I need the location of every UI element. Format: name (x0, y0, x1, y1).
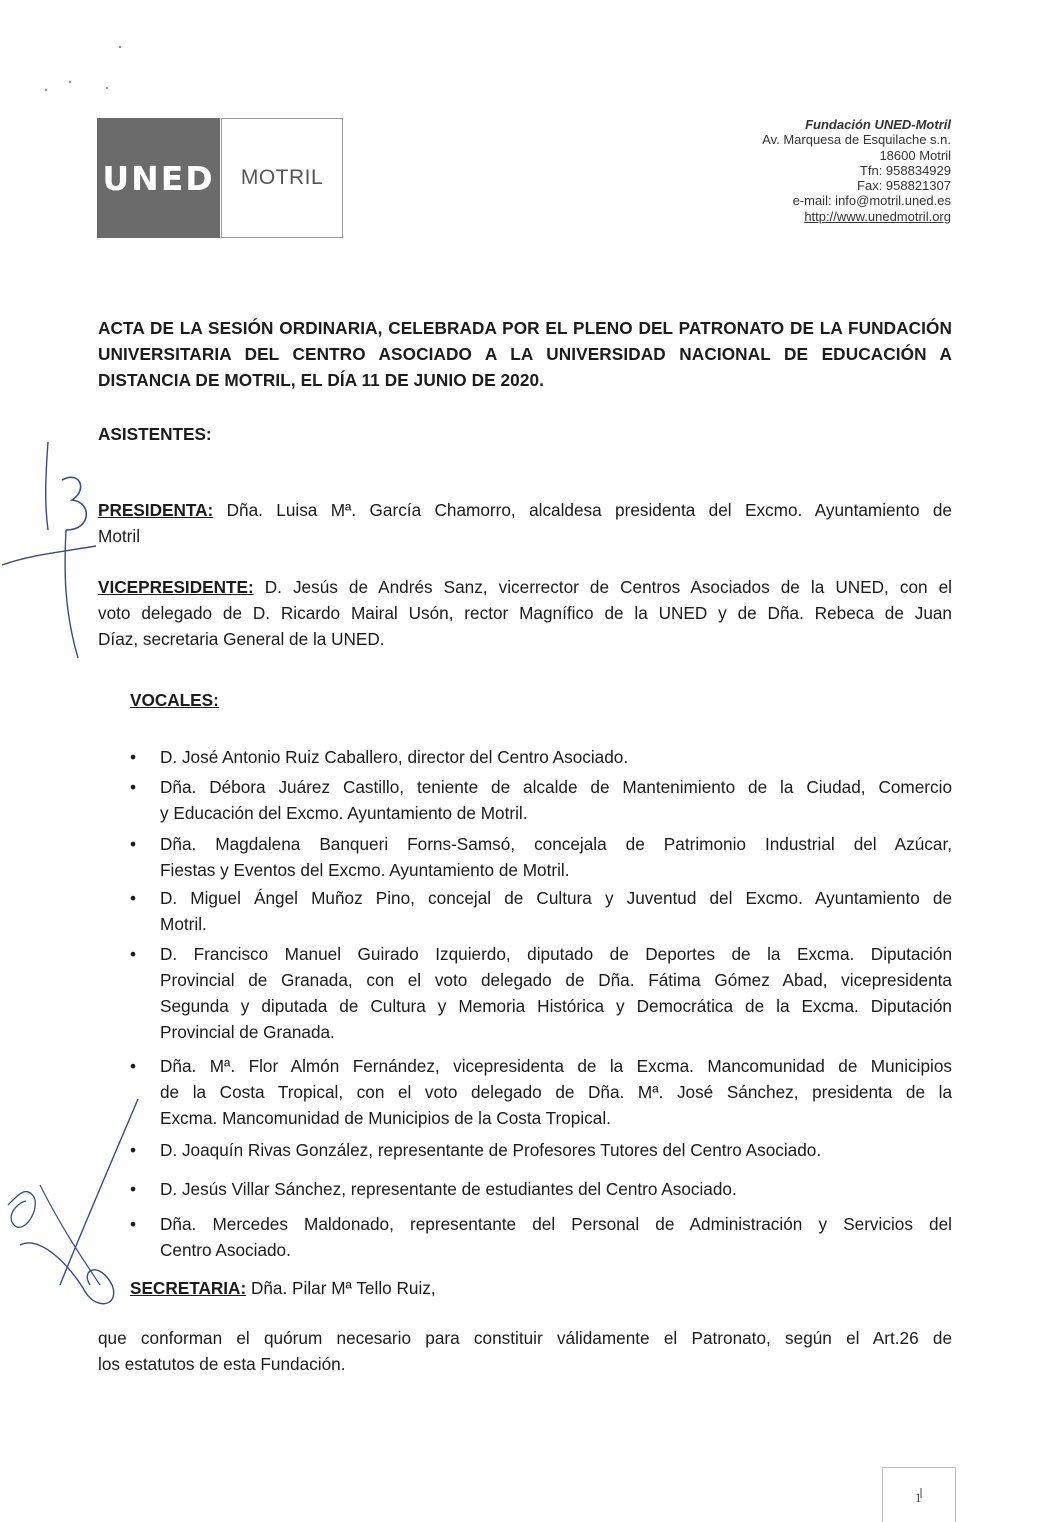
presidenta-text-cont: Motril (98, 526, 141, 546)
vocales-heading: VOCALES: (130, 690, 219, 710)
closing-line: los estatutos de esta Fundación. (98, 1354, 346, 1374)
address-block (762, 117, 951, 224)
bullet-icon: • (130, 777, 137, 797)
list-item: • Dña. Mª. Flor Almón Fernández, vicepresidenta de la Excma. Mancomunidad de Municipios de la Costa Tropical, con el voto delegado de Dña. Mª. José Sánchez, presidenta de la Excma. Mancomunidad de Municipios de la Costa Tropical. (160, 1053, 952, 1131)
vicepresidente-label: VICEPRESIDENTE: (98, 577, 254, 597)
uned-logo (97, 118, 220, 238)
title-line: UNIVERSITARIA DEL CENTRO ASOCIADO A LA UNIVERSIDAD NACIONAL DE EDUCACIÓN A (98, 344, 952, 364)
bullet-icon: • (130, 1140, 137, 1160)
asistentes-heading: ASISTENTES: (98, 424, 212, 444)
closing-line: que conforman el quórum necesario para constituir válidamente el Patronato, según el Art.26 de (98, 1328, 952, 1348)
address-phone: Tfn: 958834929 (859, 162, 951, 178)
closing-paragraph (98, 1325, 952, 1377)
vicepresidente-paragraph (98, 574, 952, 652)
motril-logo-text: MOTRIL (240, 166, 324, 189)
motril-logo-panel (221, 118, 343, 238)
title-line: DISTANCIA DE MOTRIL, EL DÍA 11 DE JUNIO DE 2020. (98, 370, 545, 390)
list-item: • Dña. Débora Juárez Castillo, teniente de alcalde de Mantenimiento de la Ciudad, Comercio y Educación del Excmo. Ayuntamiento de Motril. (160, 774, 952, 826)
presidenta-paragraph (98, 497, 952, 549)
list-item: • D. Joaquín Rivas González, representante de Profesores Tutores del Centro Asociado. (160, 1137, 952, 1163)
presidenta-text: Dña. Luisa Mª. García Chamorro, alcaldesa presidenta del Excmo. Ayuntamiento de (213, 500, 952, 520)
secretaria-text: Dña. Pilar Mª Tello Ruiz, (246, 1278, 436, 1298)
bullet-icon: • (130, 747, 137, 767)
presidenta-label: PRESIDENTA: (98, 500, 214, 520)
list-item: • D. José Antonio Ruiz Caballero, director del Centro Asociado. (160, 744, 952, 770)
bullet-icon: • (130, 1056, 137, 1076)
title-line: ACTA DE LA SESIÓN ORDINARIA, CELEBRADA POR EL PLENO DEL PATRONATO DE LA FUNDACIÓN (98, 318, 952, 338)
list-item: • Dña. Mercedes Maldonado, representante del Personal de Administración y Servicios del Centro Asociado. (160, 1211, 952, 1263)
list-item: • D. Miguel Ángel Muñoz Pino, concejal de Cultura y Juventud del Excmo. Ayuntamiento de Motril. (160, 885, 952, 937)
scan-specks (30, 35, 140, 95)
org-name: Fundación UNED-Motril (805, 117, 951, 132)
bullet-icon: • (130, 944, 137, 964)
list-item: • Dña. Magdalena Banqueri Forns-Samsó, concejala de Patrimonio Industrial del Azúcar, Fiestas y Eventos del Excmo. Ayuntamiento de Motril. (160, 831, 952, 883)
address-street: Av. Marquesa de Esquilache s.n. (762, 132, 951, 148)
address-email: e-mail: info@motril.uned.es (792, 193, 951, 209)
handwritten-initials-signature (0, 430, 110, 670)
secretaria-label: SECRETARIA: (130, 1278, 247, 1298)
address-fax: Fax: 958821307 (857, 178, 951, 194)
bullet-icon: • (130, 1214, 137, 1234)
bullet-icon: • (130, 834, 137, 854)
address-city: 18600 Motril (879, 147, 951, 163)
document-title (98, 315, 952, 393)
secretaria-paragraph (130, 1275, 436, 1301)
vicepresidente-text-cont: Díaz, secretaria General de la UNED. (98, 629, 385, 649)
bullet-icon: • (130, 888, 137, 908)
list-item: • D. Jesús Villar Sánchez, representante de estudiantes del Centro Asociado. (160, 1176, 952, 1202)
bullet-icon: • (130, 1179, 137, 1199)
page-number-box (882, 1467, 956, 1522)
address-website-link[interactable]: http://www.unedmotril.org (804, 208, 951, 224)
vicepresidente-text-cont: voto delegado de D. Ricardo Mairal Usón, rector Magnífico de la UNED y de Dña. Rebeca de Juan (98, 603, 952, 623)
uned-logo-text: UNED (102, 158, 215, 198)
list-item: • D. Francisco Manuel Guirado Izquierdo, diputado de Deportes de la Excma. Diputación Provincial de Granada, con el voto delegado de Dña. Fátima Gómez Abad, vicepresidenta Segunda y diputada de Cultura y Memoria Histórica y Democrática de la Excma. Diputación Provincial de Granada. (160, 941, 952, 1045)
page-number: 1 (915, 1490, 922, 1505)
vicepresidente-text: D. Jesús de Andrés Sanz, vicerrector de Centros Asociados de la UNED, con el (253, 577, 952, 597)
